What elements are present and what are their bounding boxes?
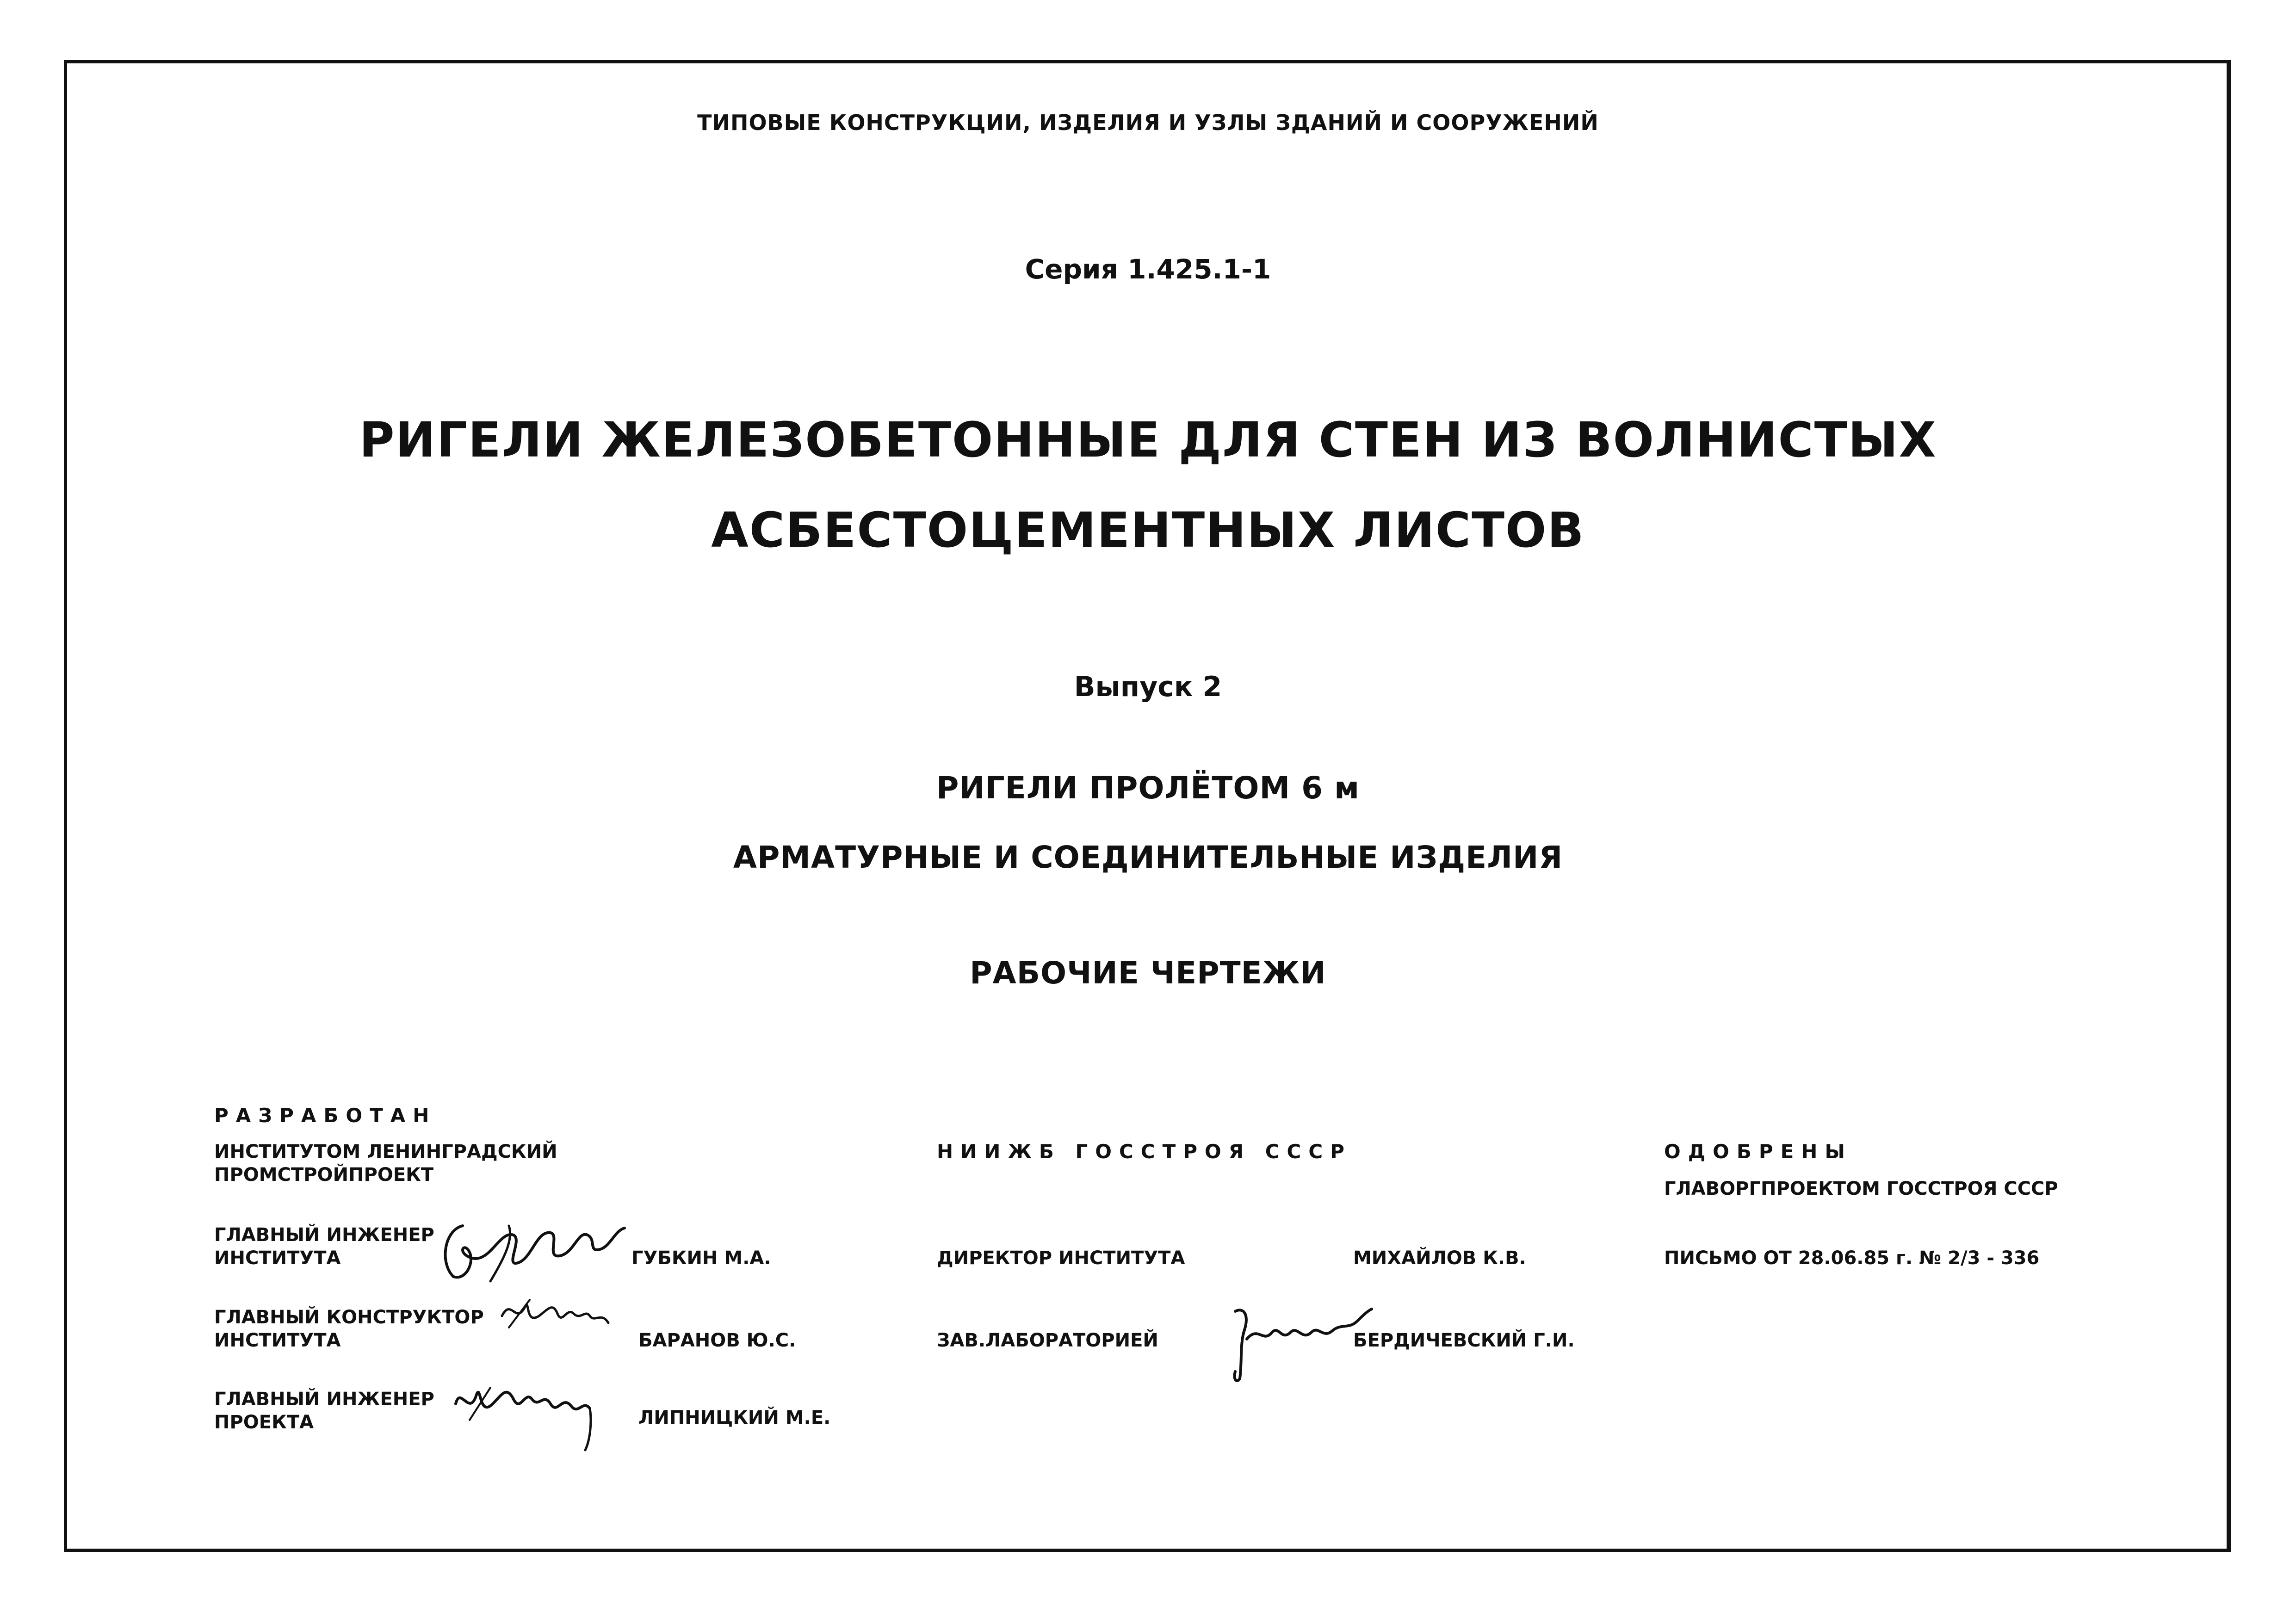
signer-2-name: БАРАНОВ Ю.С. — [638, 1330, 796, 1351]
title-line-1: РИГЕЛИ ЖЕЛЕЗОБЕТОННЫЕ ДЛЯ СТЕН ИЗ ВОЛНИСТЫХ — [359, 412, 1937, 468]
signer-1-name: ГУБКИН М.А. — [631, 1248, 771, 1269]
signature-berdichevsky — [1226, 1297, 1374, 1385]
signature-baranov — [497, 1288, 618, 1339]
subtitle-line-3: РАБОЧИЕ ЧЕРТЕЖИ — [970, 955, 1326, 991]
signer-1-role-line-1: ГЛАВНЫЙ ИНЖЕНЕР — [214, 1224, 434, 1246]
signer-3-role-line-2: ПРОЕКТА — [214, 1412, 314, 1433]
signer-1-role-line-2: ИНСТИТУТА — [214, 1248, 341, 1269]
signer-2-role-line-2: ИНСТИТУТА — [214, 1330, 341, 1351]
niizhb-signer-1-role: ДИРЕКТОР ИНСТИТУТА — [937, 1248, 1185, 1269]
signer-3-role-line-1: ГЛАВНЫЙ ИНЖЕНЕР — [214, 1389, 434, 1410]
developed-heading: РАЗРАБОТАН — [214, 1104, 437, 1127]
title-line-2: АСБЕСТОЦЕМЕНТНЫХ ЛИСТОВ — [711, 502, 1585, 558]
signer-3-name: ЛИПНИЦКИЙ М.Е. — [638, 1407, 831, 1428]
approved-org: ГЛАВОРГПРОЕКТОМ ГОССТРОЯ СССР — [1664, 1178, 2058, 1199]
signer-2-role-line-1: ГЛАВНЫЙ КОНСТРУКТОР — [214, 1307, 484, 1328]
subtitle-line-1: РИГЕЛИ ПРОЛЁТОМ 6 м — [936, 770, 1360, 806]
subtitle-line-2: АРМАТУРНЫЕ И СОЕДИНИТЕЛЬНЫЕ ИЗДЕЛИЯ — [733, 840, 1563, 875]
document-header: ТИПОВЫЕ КОНСТРУКЦИИ, ИЗДЕЛИЯ И УЗЛЫ ЗДАНИЙ И СООРУЖЕНИЙ — [697, 110, 1599, 135]
developed-org-line-1: ИНСТИТУТОМ ЛЕНИНГРАДСКИЙ — [214, 1141, 557, 1162]
developed-org-line-2: ПРОМСТРОЙПРОЕКТ — [214, 1164, 434, 1186]
approved-heading: ОДОБРЕНЫ — [1664, 1140, 1852, 1163]
series-number: Серия 1.425.1-1 — [1025, 253, 1271, 285]
issue-number: Выпуск 2 — [1074, 671, 1222, 703]
approval-letter: ПИСЬМО ОТ 28.06.85 г. № 2/3 - 336 — [1664, 1248, 2040, 1269]
niizhb-signer-2-name: БЕРДИЧЕВСКИЙ Г.И. — [1353, 1330, 1575, 1351]
niizhb-signer-2-role: ЗАВ.ЛАБОРАТОРИЕЙ — [937, 1330, 1158, 1351]
niizhb-heading: НИИЖБ ГОССТРОЯ СССР — [937, 1140, 1352, 1163]
niizhb-signer-1-name: МИХАЙЛОВ К.В. — [1353, 1248, 1526, 1269]
signature-gubkin — [435, 1212, 629, 1286]
signature-lipnitsky — [451, 1371, 599, 1455]
